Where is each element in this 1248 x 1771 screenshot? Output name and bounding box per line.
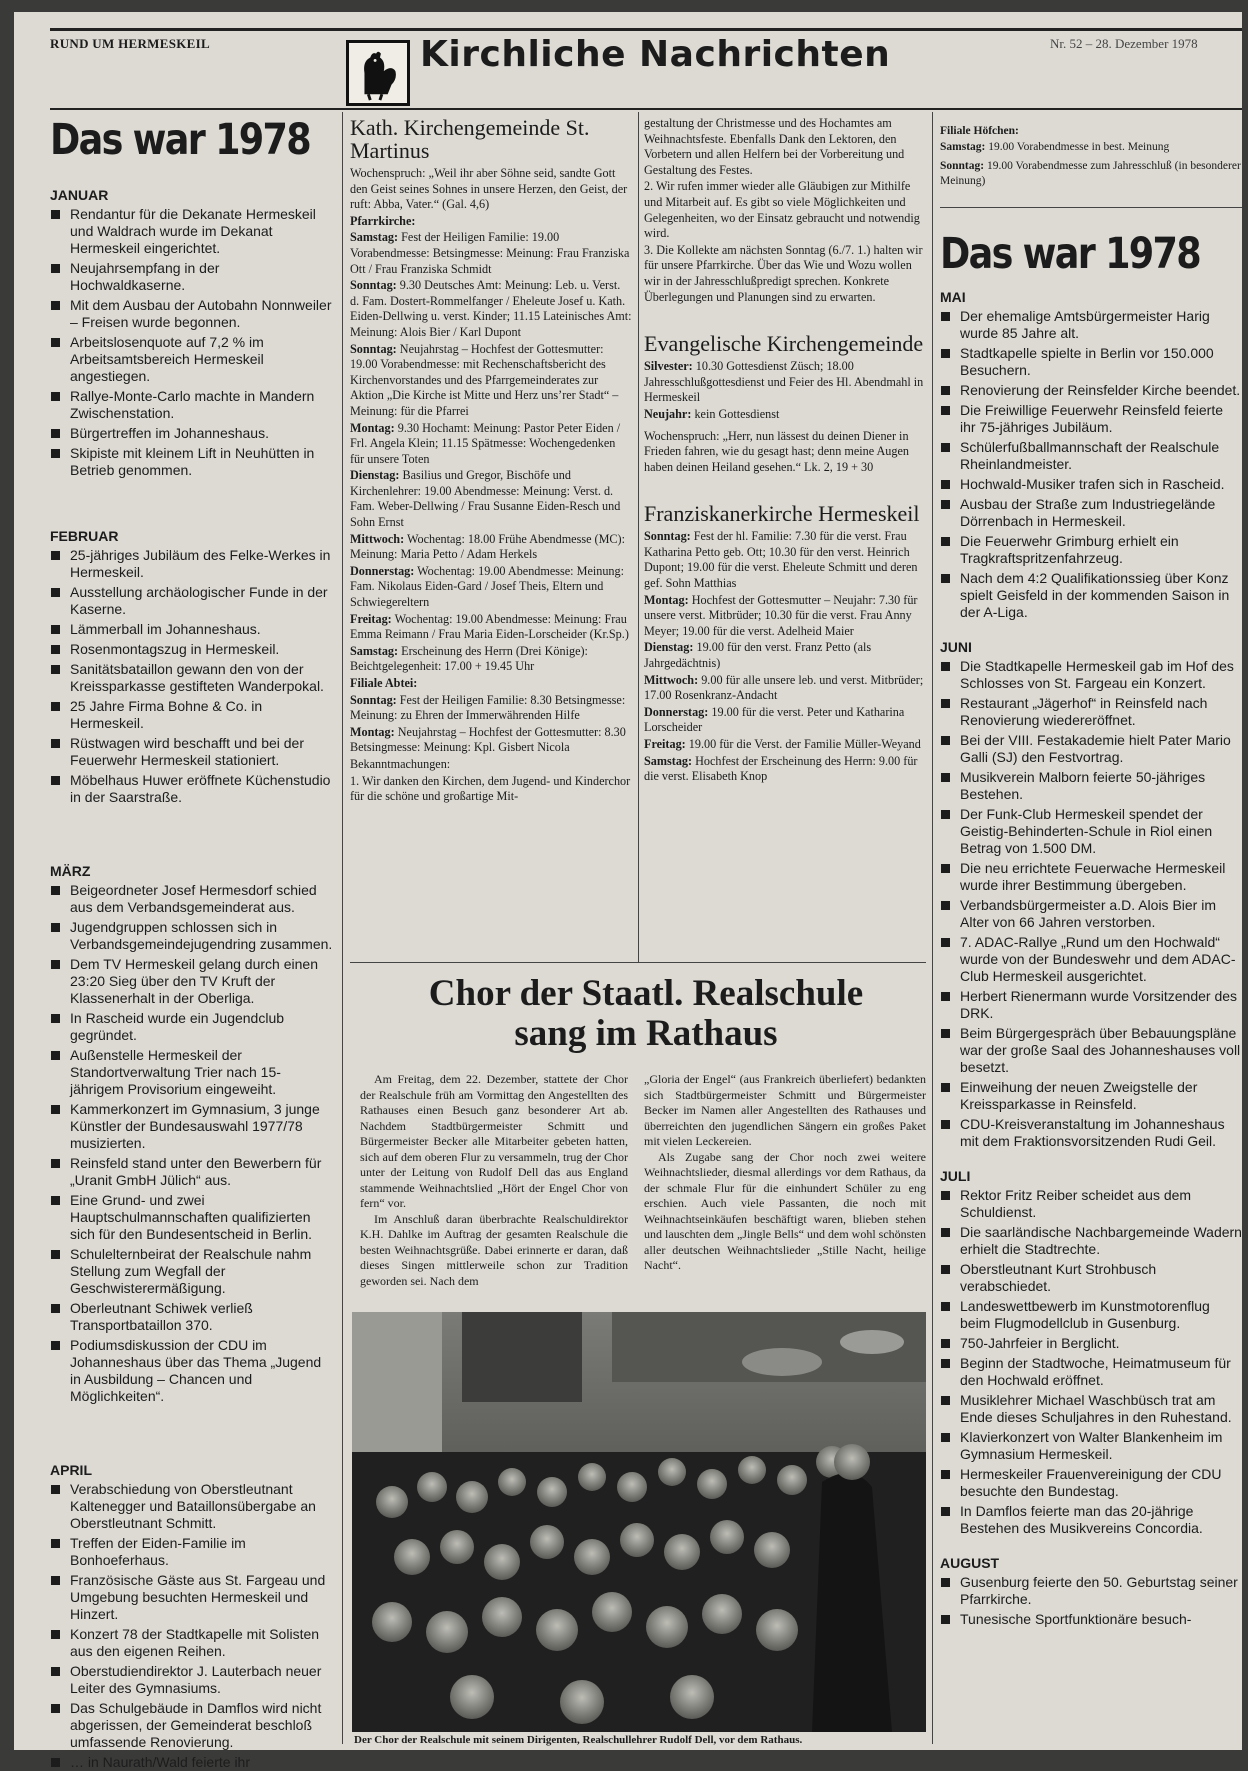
event-item: Hermeskeiler Frauenvereinigung der CDU besuchte den Bundestag. — [940, 1466, 1242, 1500]
event-item: Einweihung der neuen Zweigstelle der Kreissparkasse in Reinsfeld. — [940, 1079, 1242, 1113]
notice-text: Sonntag: 9.30 Deutsches Amt: Meinung: Leb. u. Verst. d. Fam. Dostert-Rommelfanger / Eheleute Josef u. Kath. Eiden-Dellwing u. verst. Kinder; 11.15 Lateinisches Amt: Meinung: Alois Bier / Karl Dupont — [350, 278, 632, 339]
column-rule — [342, 112, 343, 1744]
event-item: Hochwald-Musiker trafen sich in Rascheid. — [940, 476, 1242, 493]
event-list — [940, 1574, 1242, 1628]
event-item: Beginn der Stadtwoche, Heimatmuseum für den Hochwald eröffnet. — [940, 1355, 1242, 1389]
notice-text: Silvester: 10.30 Gottesdienst Züsch; 18.00 Jahresschlußgottesdienst und Feier des Hl. Abendmahl in Hermeskeil — [644, 359, 924, 405]
article-paragraph: Im Anschluß daran überbrachte Realschuldirektor K.H. Dahlke im Auftrag der gesamten Realschule die besten Weihnachtsgrüße. Dabei erinnerte er daran, daß dieses Singen mittlerweile schon zur Tradition geworden sei. Nach dem — [360, 1211, 628, 1288]
event-list — [940, 308, 1242, 621]
article-paragraph: „Gloria der Engel“ (aus Frankreich überliefert) bedankten sich Stadtbürgermeister Schmitt und Bürgermeister Becker im Namen aller Angestellten des Rathauses und überreichten den jugendlichen Sängern ein großes Paket mit vielen Leckereien. — [644, 1072, 926, 1148]
article-paragraph: Als Zugabe sang der Chor noch zwei weitere Weihnachtslieder, diesmal allerdings vor dem Rathaus, da der schmale Flur für die einhundert Schüler zu eng erschien. Auch viele Passanten, die noch mit Weihnachtseinkäufen beschäftigt waren, blieben stehen und lauschten dem „Jingle Bells“ und dem wohl schönsten aller deutschen Weihnachtslieder „Stille Nacht, heilige Nacht“. — [644, 1149, 926, 1272]
event-item: Außenstelle Hermeskeil der Standortverwaltung Trier nach 15-jährigem Provisorium eingeweiht. — [50, 1047, 334, 1098]
month-heading: FEBRUAR — [50, 528, 119, 545]
notice-text: Pfarrkirche: — [350, 213, 416, 228]
choir-photo-image — [352, 1312, 926, 1732]
article-headline — [366, 974, 926, 1054]
event-item: Beim Bürgergespräch über Bebauungspläne war der große Saal des Johanneshauses voll besetzt. — [940, 1025, 1242, 1076]
notice-text: Mittwoch: 9.00 für alle unsere leb. und verst. Mitbrüder; 17.00 Rosenkranz-Andacht — [644, 672, 924, 703]
notice-text: Samstag: 19.00 Vorabendmesse in best. Meinung — [940, 141, 1170, 153]
catholic-parish-column — [350, 116, 632, 962]
notice-text: Mittwoch: Wochentag: 18.00 Frühe Abendmesse (MC): Meinung: Maria Petto / Adam Herkels — [350, 531, 626, 562]
month-heading: MAI — [940, 289, 966, 306]
notice-text: Bekanntmachungen: — [350, 756, 451, 771]
event-item: Der Funk-Club Hermeskeil spendet der Geistig-Behinderten-Schule in Riol einen Betrag von 1.500 DM. — [940, 806, 1242, 857]
event-item: Landeswettbewerb im Kunstmotorenflug beim Flugmodellclub in Gusenburg. — [940, 1298, 1242, 1332]
month-heading: MÄRZ — [50, 863, 91, 880]
choir-photo — [352, 1312, 926, 1732]
event-item: Kammerkonzert im Gymnasium, 3 junge Künstler der Bundesauswahl 1977/78 musizierten. — [50, 1101, 334, 1152]
event-list — [50, 882, 334, 1405]
notice-text: Freitag: 19.00 für die Verst. der Familie Müller-Weyand — [644, 737, 921, 751]
event-item: Treffen der Eiden-Familie im Bonhoeferhaus. — [50, 1535, 334, 1569]
middle-column — [644, 116, 926, 962]
notice-text: Samstag: Fest der Heiligen Familie: 19.00 Vorabendmesse: Betsingmesse: Meinung: Frau Franziska Ott / Frau Franziska Schmidt — [350, 230, 630, 276]
month-heading: JULI — [940, 1168, 971, 1185]
event-item: Eine Grund- und zwei Hauptschulmannschaften qualifizierten sich für den Bundesentscheid in Berlin. — [50, 1192, 334, 1243]
event-item: Oberleutnant Schiwek verließ Transportbataillon 370. — [50, 1300, 334, 1334]
event-item: In Rascheid wurde ein Jugendclub gegründet. — [50, 1010, 334, 1044]
left-column — [50, 115, 334, 1771]
event-list — [50, 206, 334, 479]
event-item: … in Naurath/Wald feierte ihr — [50, 1754, 334, 1771]
event-item: Jugendgruppen schlossen sich in Verbandsgemeindejugendring zusammen. — [50, 919, 334, 953]
event-item: Mit dem Ausbau der Autobahn Nonnweiler – Freisen wurde begonnen. — [50, 297, 334, 331]
article-rule — [350, 962, 926, 963]
filiale-heading: Filiale Höfchen: — [940, 125, 1019, 137]
notice-text: Montag: Neujahrstag – Hochfest der Gottesmutter: 8.30 Betsingmesse: Meinung: Kpl. Gisbert Nicola — [350, 724, 626, 755]
event-item: Neujahrsempfang in der Hochwaldkaserne. — [50, 260, 334, 294]
notice-text: Sonntag: 19.00 Vorabendmesse zum Jahresschluß (in besonderer Meinung) — [940, 160, 1241, 187]
year-review-title: Das war 1978 — [50, 115, 310, 165]
notice-text: Sonntag: Fest der Heiligen Familie: 8.30 Betsingmesse: Meinung: zu Ehren der Immerwährenden Hilfe — [350, 692, 626, 723]
month-heading: APRIL — [50, 1462, 92, 1479]
event-item: Skipiste mit kleinem Lift in Neuhütten in Betrieb genommen. — [50, 445, 334, 479]
parish-heading: Evangelische Kirchengemeinde — [644, 331, 924, 357]
notice-text: 2. Wir rufen immer wieder alle Gläubigen zur Mithilfe und Mitarbeit auf. Es gibt so viele Möglichkeiten und Gelegenheiten, wo der Einsatz gebraucht und notwendig wird. — [644, 179, 920, 241]
event-item: CDU-Kreisveranstaltung im Johanneshaus mit dem Fraktionsvorsitzenden Rudi Geil. — [940, 1116, 1242, 1150]
event-item: Dem TV Hermeskeil gelang durch einen 23:20 Sieg über den TV Kruft der Klassenerhalt in der Oberliga. — [50, 956, 334, 1007]
event-item: Restaurant „Jägerhof“ in Reinsfeld nach Renovierung wiedereröffnet. — [940, 695, 1242, 729]
notice-text: Montag: Hochfest der Gottesmutter – Neujahr: 7.30 für unsere verst. Mitbrüder; 10.30 für die verst. Frau Anny Meyer; 19.00 für die verst. Adelheid Maier — [644, 592, 918, 638]
event-item: Sanitätsbataillon gewann den von der Kreissparkasse gestifteten Wanderpokal. — [50, 661, 334, 695]
top-rule — [50, 28, 1242, 31]
event-item: 750-Jahrfeier in Berglicht. — [940, 1335, 1242, 1352]
year-review-title: Das war 1978 — [940, 229, 1200, 279]
month-heading: JANUAR — [50, 187, 109, 204]
issue-date: Nr. 52 – 28. Dezember 1978 — [1050, 36, 1198, 51]
event-item: Herbert Rienermann wurde Vorsitzender des DRK. — [940, 988, 1242, 1022]
notice-text: Dienstag: 19.00 für den verst. Franz Petto (als Jahrgedächtnis) — [644, 640, 872, 671]
event-item: In Damflos feierte man das 20-jährige Bestehen des Musikvereins Concordia. — [940, 1503, 1242, 1537]
event-item: Beigeordneter Josef Hermesdorf schied aus dem Verbandsgemeinderat aus. — [50, 882, 334, 916]
rooster-logo — [346, 40, 410, 106]
event-item: Rüstwagen wird beschafft und bei der Feuerwehr Hermeskeil stationiert. — [50, 735, 334, 769]
event-item: Das Schulgebäude in Damflos wird nicht abgerissen, der Gemeinderat beschloß umfassende Renovierung. — [50, 1700, 334, 1751]
notice-text: Donnerstag: Wochentag: 19.00 Abendmesse: Meinung: Fam. Nikolaus Eiden-Gard / Josef Theis, Eltern und Schwiegereltern — [350, 563, 625, 610]
section-label: RUND UM HERMESKEIL — [50, 36, 210, 51]
event-list — [940, 1187, 1242, 1537]
event-item: Möbelhaus Huwer eröffnete Küchenstudio in der Saarstraße. — [50, 772, 334, 806]
event-item: Bei der VIII. Festakademie hielt Pater Mario Galli (SJ) den Festvortrag. — [940, 732, 1242, 766]
notice-text: Wochenspruch: „Herr, nun lässest du deinen Diener in Frieden fahren, wie du gesagt hast; denn meine Augen haben deinen Heiland gesehen.“ Lk. 2, 19 + 30 — [644, 428, 910, 474]
month-heading: AUGUST — [940, 1555, 1000, 1572]
notice-text: Neujahr: kein Gottesdienst — [644, 406, 780, 421]
event-item: 25 Jahre Firma Bohne & Co. in Hermeskeil. — [50, 698, 334, 732]
event-item: Rendantur für die Dekanate Hermeskeil und Waldrach wurde im Dekanat Hermeskeil eingerichtet. — [50, 206, 334, 257]
event-item: Reinsfeld stand unter den Bewerbern für „Uranit GmbH Jülich“ aus. — [50, 1155, 334, 1189]
event-item: Musikverein Malborn feierte 50-jähriges Bestehen. — [940, 769, 1242, 803]
event-item: Arbeitslosenquote auf 7,2 % im Arbeitsamtsbereich Hermeskeil angestiegen. — [50, 334, 334, 385]
event-item: Klavierkonzert von Walter Blankenheim im Gymnasium Hermeskeil. — [940, 1429, 1242, 1463]
photo-caption: Der Chor der Realschule mit seinem Dirigenten, Realschullehrer Rudolf Dell, vor dem Rathaus. — [354, 1734, 803, 1746]
event-item: Die Feuerwehr Grimburg erhielt ein Tragkraftspritzenfahrzeug. — [940, 533, 1242, 567]
right-column — [940, 124, 1242, 1744]
notice-text: 1. Wir danken den Kirchen, dem Jugend- und Kinderchor für die schöne und großartige Mit- — [350, 773, 631, 804]
event-item: Oberstudiendirektor J. Lauterbach neuer Leiter des Gymnasiums. — [50, 1663, 334, 1697]
event-item: Rektor Fritz Reiber scheidet aus dem Schuldienst. — [940, 1187, 1242, 1221]
event-item: Schulelternbeirat der Realschule nahm Stellung zum Wegfall der Geschwisterermäßigung. — [50, 1246, 334, 1297]
event-item: Renovierung der Reinsfelder Kirche beendet. — [940, 382, 1242, 399]
event-item: Rosenmontagszug in Hermeskeil. — [50, 641, 334, 658]
notice-text: Filiale Abtei: — [350, 676, 418, 690]
event-item: Die Freiwillige Feuerwehr Reinsfeld feierte ihr 75-jähriges Jubiläum. — [940, 402, 1242, 436]
event-item: Podiumsdiskussion der CDU im Johanneshaus über das Thema „Jugend in Ausbildung – Chancen und Möglichkeiten“. — [50, 1337, 334, 1405]
notice-text: Samstag: Erscheinung des Herrn (Drei Könige): Beichtgelegenheit: 17.00 + 19.45 Uhr — [350, 643, 588, 674]
column-rule — [932, 112, 933, 1744]
article-paragraph: Am Freitag, dem 22. Dezember, stattete der Chor der Realschule früh am Vormittag den Angestellten des Rathauses einen Besuch ganz besonderer Art ab. Nachdem Stadtbürgermeister Schmitt und Bürgermeister Becker alle Mitarbeiter gebeten hatten, sich auf dem oberen Flur zu versammeln, trug der Chor unter der Leitung von Rudolf Dell das aus England stammende Weihnachtslied „Hört der Engel Chor von fern“ vor. — [360, 1072, 628, 1210]
section-rule — [940, 207, 1242, 208]
notice-text: Sonntag: Neujahrstag – Hochfest der Gottesmutter: 19.00 Vorabendmesse: mit Rechenschaftsbericht des Kirchenvorstandes und des Pfarrgemeinderates zur Aktion „Die Kirche ist Mitte und Herz uns’rer Stadt“ – Meinung: für die Pfarrei — [350, 341, 619, 418]
event-item: Konzert 78 der Stadtkapelle mit Solisten aus den eigenen Reihen. — [50, 1626, 334, 1660]
event-item: Tunesische Sportfunktionäre besuch- — [940, 1611, 1242, 1628]
article-column-2 — [644, 1072, 926, 1300]
notice-text: Dienstag: Basilius und Gregor, Bischöfe und Kirchenlehrer: 19.00 Abendmesse: Meinung: Verst. d. Fam. Weber-Dellwing / Frau Susanne Eiden-Resch und Sohn Ernst — [350, 468, 621, 530]
event-item: Die saarländische Nachbargemeinde Wadern erhielt die Stadtrechte. — [940, 1224, 1242, 1258]
event-item: Die neu errichtete Feuerwache Hermeskeil wurde ihrer Bestimmung übergeben. — [940, 860, 1242, 894]
month-heading: JUNI — [940, 639, 972, 656]
masthead-title: Kirchliche Nachrichten — [420, 34, 891, 75]
notice-text: Wochenspruch: „Weil ihr aber Söhne seid, sandte Gott den Geist seines Sohnes in unsere Herzen, den Geist, der ruft: Abba, Vater.“ (Gal. 4,6) — [350, 166, 628, 212]
notice-text: gestaltung der Christmesse und des Hochamtes am Weihnachtsfeste. Ebenfalls Dank den Lektoren, den Vorbetern und allen Helfern bei der Vorbereitung und Gestaltung des Festes. — [644, 116, 905, 177]
event-item: Verbandsbürgermeister a.D. Alois Bier im Alter von 66 Jahren verstorben. — [940, 897, 1242, 931]
headline-line: sang im Rathaus — [514, 1013, 778, 1054]
event-item: Ausstellung archäologischer Funde in der Kaserne. — [50, 584, 334, 618]
event-item: Verabschiedung von Oberstleutnant Kaltenegger und Bataillonsübergabe an Oberstleutnant Schmitt. — [50, 1481, 334, 1532]
notice-text: Sonntag: Fest der hl. Familie: 7.30 für die verst. Frau Katharina Petto geb. Ott; 10.30 für den verst. Heinrich Dupont; 19.00 für die verst. Eheleute Schmitt und deren gef. Sohn Matthias — [644, 529, 918, 591]
filiale-block — [940, 124, 1242, 189]
event-list — [940, 658, 1242, 1150]
event-item: 25-jähriges Jubiläum des Felke-Werkes in Hermeskeil. — [50, 547, 334, 581]
event-item: Der ehemalige Amtsbürgermeister Harig wurde 85 Jahre alt. — [940, 308, 1242, 342]
event-item: Oberstleutnant Kurt Strohbusch verabschiedet. — [940, 1261, 1242, 1295]
event-item: Ausbau der Straße zum Industriegelände Dörrenbach in Hermeskeil. — [940, 496, 1242, 530]
event-list — [50, 1481, 334, 1771]
event-list — [50, 547, 334, 806]
notice-text: Donnerstag: 19.00 für die verst. Peter und Katharina Lorscheider — [644, 704, 905, 735]
headline-line: Chor der Staatl. Realschule — [428, 973, 864, 1014]
event-item: Schülerfußballmannschaft der Realschule Rheinlandmeister. — [940, 439, 1242, 473]
event-item: Lämmerball im Johanneshaus. — [50, 621, 334, 638]
rooster-icon — [349, 43, 407, 103]
notice-text: Samstag: Hochfest der Erscheinung des Herrn: 9.00 für die verst. Elisabeth Knop — [644, 753, 918, 784]
header-rule — [50, 108, 1242, 110]
event-item: Stadtkapelle spielte in Berlin vor 150.000 Besuchern. — [940, 345, 1242, 379]
column-rule — [638, 112, 639, 962]
parish-heading: Franziskanerkirche Hermeskeil — [644, 501, 920, 527]
event-item: Musiklehrer Michael Waschbüsch trat am Ende dieses Schuljahres in den Ruhestand. — [940, 1392, 1242, 1426]
event-item: Bürgertreffen im Johanneshaus. — [50, 425, 334, 442]
newspaper-page — [14, 12, 1242, 1771]
parish-heading: Kath. Kirchengemeinde St. Martinus — [350, 115, 590, 163]
event-item: 7. ADAC-Rallye „Rund um den Hochwald“ wurde von der Bundeswehr und dem ADAC-Club Hermeskeil ausgerichtet. — [940, 934, 1242, 985]
notice-text: Montag: 9.30 Hochamt: Meinung: Pastor Peter Eiden / Frl. Angela Klein; 11.15 Spätmesse: Wochengedenken für unsere Toten — [350, 420, 621, 466]
notice-text: 3. Die Kollekte am nächsten Sonntag (6./7. 1.) halten wir für unsere Pfarrkirche. Über das Wie und Wozu wollen wir in der Jahresschlußpredigt sprechen. Konkrete Überlegungen und Planungen sind zu erwarten. — [644, 242, 923, 304]
article-column-1 — [360, 1072, 628, 1300]
event-item: Rallye-Monte-Carlo machte in Mandern Zwischenstation. — [50, 388, 334, 422]
event-item: Französische Gäste aus St. Fargeau und Umgebung besuchten Hermeskeil und Hinzert. — [50, 1572, 334, 1623]
event-item: Die Stadtkapelle Hermeskeil gab im Hof des Schlosses von St. Fargeau ein Konzert. — [940, 658, 1242, 692]
notice-text: Freitag: Wochentag: 19.00 Abendmesse: Meinung: Frau Emma Reimann / Frau Maria Eiden-Lorscheider (Kr.Sp.) — [350, 611, 629, 642]
event-item: Nach dem 4:2 Qualifikationssieg über Konz spielt Geisfeld in der kommenden Saison in der A-Liga. — [940, 570, 1242, 621]
event-item: Gusenburg feierte den 50. Geburtstag seiner Pfarrkirche. — [940, 1574, 1242, 1608]
